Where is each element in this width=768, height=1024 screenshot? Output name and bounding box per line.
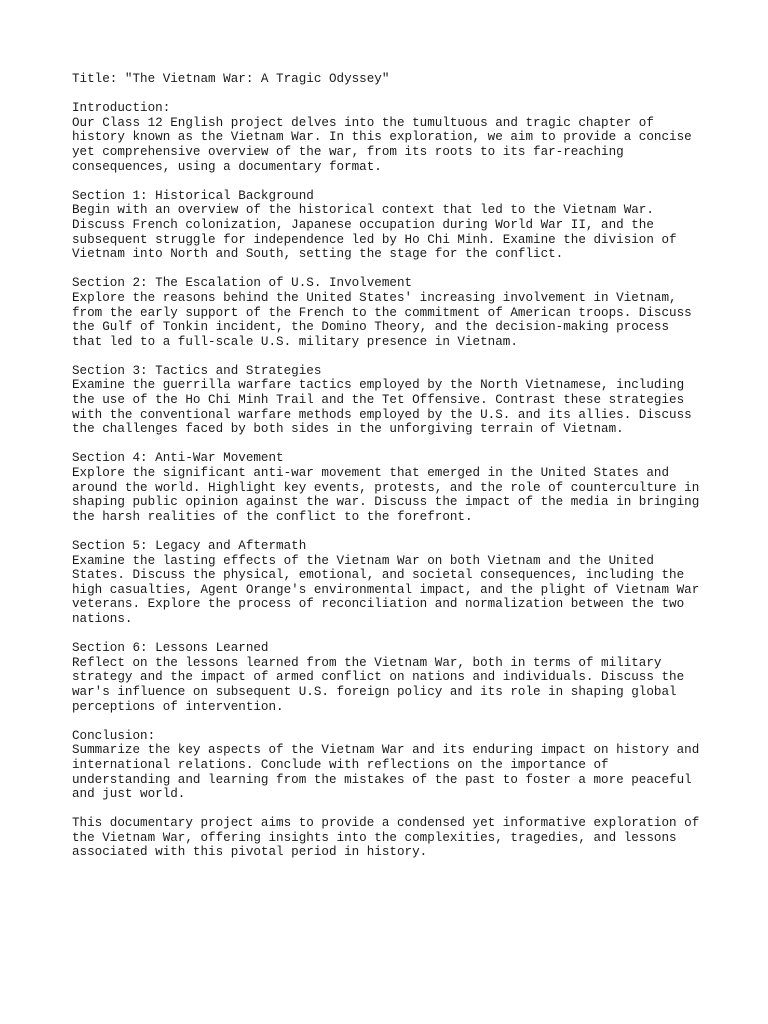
spacer [72, 349, 712, 364]
section-line: Our Class 12 English project delves into the tumultuous and tragic chapter of [72, 115, 654, 130]
spacer [72, 437, 712, 452]
section-line: perceptions of intervention. [72, 699, 284, 714]
document-title: Title: "The Vietnam War: A Tragic Odyssey" [72, 72, 390, 86]
section-line: consequences, using a documentary format. [72, 159, 382, 174]
spacer [72, 87, 712, 102]
section-lessons [72, 641, 712, 714]
section-line: Vietnam into North and South, setting the stage for the conflict. [72, 247, 564, 262]
closing-line: associated with this pivotal period in history. [72, 845, 428, 860]
section-line: international relations. Conclude with reflections on the importance of [72, 757, 609, 772]
spacer [72, 802, 712, 817]
section-line: understanding and learning from the mistakes of the past to foster a more peaceful [72, 772, 692, 787]
section-conclusion [72, 729, 712, 802]
spacer [72, 714, 712, 729]
closing-paragraph [72, 816, 712, 860]
section-line: that led to a full-scale U.S. military presence in Vietnam. [72, 334, 518, 349]
section-line: veterans. Explore the process of reconciliation and normalization between the two [72, 597, 685, 612]
section-line: the Gulf of Tonkin incident, the Domino Theory, and the decision-making process [72, 320, 670, 335]
closing-line: This documentary project aims to provide a condensed yet informative exploration of [72, 816, 700, 831]
document-page [72, 72, 712, 860]
section-legacy [72, 539, 712, 627]
section-heading: Introduction: [72, 101, 171, 116]
section-line: Explore the reasons behind the United States' increasing involvement in Vietnam, [72, 290, 677, 305]
section-heading: Section 6: Lessons Learned [72, 641, 269, 656]
section-line: from the early support of the French to the commitment of American troops. Discuss [72, 305, 692, 320]
section-line: Begin with an overview of the historical context that led to the Vietnam War. [72, 203, 654, 218]
section-historical-background [72, 189, 712, 262]
section-line: Summarize the key aspects of the Vietnam War and its enduring impact on history and [72, 743, 700, 758]
section-line: shaping public opinion against the war. Discuss the impact of the media in bringing [72, 495, 700, 510]
section-line: yet comprehensive overview of the war, from its roots to its far-reaching [72, 144, 624, 159]
section-heading: Section 5: Legacy and Aftermath [72, 539, 307, 553]
section-line: subsequent struggle for independence led by Ho Chi Minh. Examine the division of [72, 232, 677, 247]
closing-line: the Vietnam War, offering insights into the complexities, tragedies, and lessons [72, 830, 677, 845]
section-tactics [72, 364, 712, 437]
section-line: history known as the Vietnam War. In this exploration, we aim to provide a concise [72, 130, 692, 145]
spacer [72, 262, 712, 277]
section-line: Explore the significant anti-war movement that emerged in the United States and [72, 466, 670, 481]
section-line: the use of the Ho Chi Minh Trail and the Tet Offensive. Contrast these strategies [72, 393, 685, 408]
section-line: around the world. Highlight key events, protests, and the role of counterculture in [72, 480, 700, 495]
section-line: war's influence on subsequent U.S. foreign policy and its role in shaping global [72, 684, 677, 699]
section-line: high casualties, Agent Orange's environmental impact, and the plight of Vietnam War [72, 582, 700, 597]
spacer [72, 174, 712, 189]
section-line: Examine the guerrilla warfare tactics employed by the North Vietnamese, including [72, 378, 685, 393]
spacer [72, 524, 712, 539]
section-line: the challenges faced by both sides in the unforgiving terrain of Vietnam. [72, 422, 624, 437]
section-line: States. Discuss the physical, emotional, and societal consequences, including the [72, 568, 685, 583]
spacer [72, 627, 712, 642]
section-heading: Conclusion: [72, 728, 156, 743]
section-anti-war [72, 451, 712, 524]
section-line: strategy and the impact of armed conflict on nations and individuals. Discuss the [72, 670, 685, 685]
section-line: the harsh realities of the conflict to the forefront. [72, 509, 473, 524]
section-introduction [72, 101, 712, 174]
section-heading: Section 4: Anti-War Movement [72, 451, 284, 466]
section-line: with the conventional warfare methods employed by the U.S. and its allies. Discuss [72, 407, 692, 422]
section-line: Reflect on the lessons learned from the Vietnam War, both in terms of military [72, 655, 662, 670]
section-line: Examine the lasting effects of the Vietnam War on both Vietnam and the United [72, 553, 654, 568]
section-line: and just world. [72, 787, 186, 802]
section-line: Discuss French colonization, Japanese occupation during World War II, and the [72, 217, 654, 232]
section-heading: Section 1: Historical Background [72, 188, 314, 203]
section-heading: Section 2: The Escalation of U.S. Involvement [72, 276, 413, 291]
section-line: nations. [72, 611, 133, 626]
section-escalation [72, 276, 712, 349]
section-heading: Section 3: Tactics and Strategies [72, 363, 322, 378]
